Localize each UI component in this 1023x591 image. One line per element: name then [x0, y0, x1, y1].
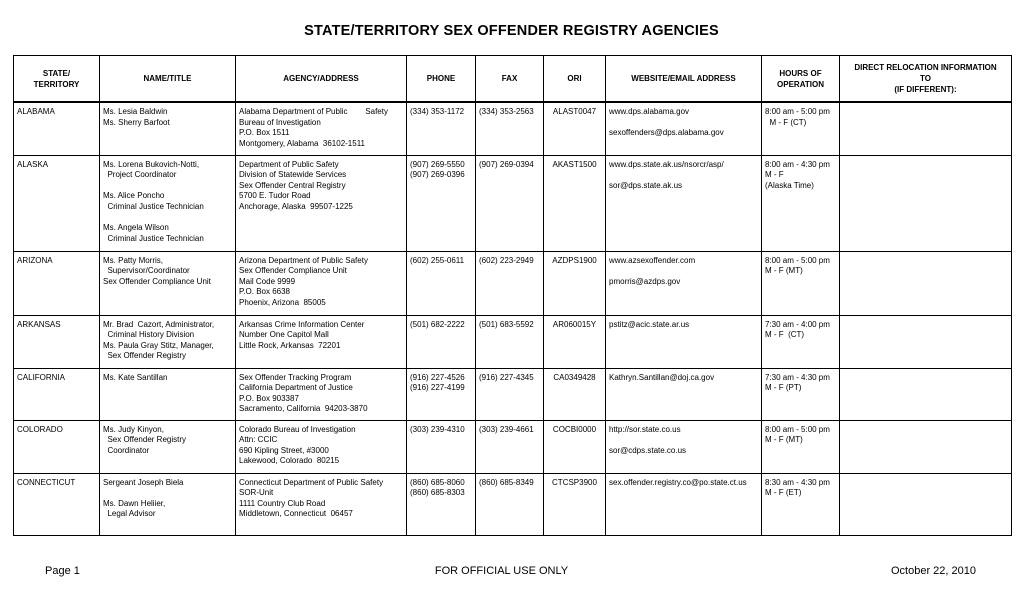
phone-cell — [407, 102, 476, 155]
table-row — [14, 251, 1012, 315]
cell-line: Project Coordinator — [103, 170, 177, 180]
cell-line: Sex Offender Registry — [103, 351, 186, 361]
cell-line: Sex Offender Tracking Program — [239, 372, 352, 382]
phone-cell — [407, 420, 476, 473]
website-email-cell — [606, 473, 762, 535]
cell-line: Sergeant Joseph Biela — [103, 477, 184, 487]
cell-line: 690 Kipling Street, #3000 — [239, 445, 329, 455]
table-row — [14, 102, 1012, 155]
registry-rows — [14, 102, 1012, 535]
cell-line: Sacramento, California 94203-3870 — [239, 404, 368, 414]
fax-cell — [476, 315, 544, 368]
ori-cell: ALAST0047 — [544, 102, 606, 155]
cell-line: Mail Code 9999 — [239, 276, 296, 286]
hours-cell — [762, 473, 840, 535]
cell-line: 5700 E. Tudor Road — [239, 191, 311, 201]
header-state — [14, 56, 100, 103]
website-email-cell — [606, 155, 762, 251]
ori-cell: AZDPS1900 — [544, 251, 606, 315]
header-row — [14, 56, 1012, 103]
cell-line: pmorris@azdps.gov — [609, 276, 681, 286]
cell-line: California Department of Justice — [239, 383, 353, 393]
cell-line: M - F (MT) — [765, 435, 803, 445]
cell-line: P.O. Box 1511 — [239, 128, 290, 138]
website-email-cell — [606, 102, 762, 155]
ori-cell: COCBI0000 — [544, 420, 606, 473]
cell-line: Sex Offender Compliance Unit — [103, 276, 211, 286]
direct-relocation-cell — [840, 102, 1012, 155]
state-cell: COLORADO — [14, 420, 100, 473]
website-email-cell — [606, 420, 762, 473]
cell-line: 8:00 am - 5:00 pm — [765, 255, 830, 265]
cell-line: Arkansas Crime Information Center — [239, 319, 365, 329]
cell-line: Arizona Department of Public Safety — [239, 255, 368, 265]
cell-line: Attn: CCIC — [239, 435, 278, 445]
cell-line: M - F (ET) — [765, 488, 802, 498]
phone-cell — [407, 251, 476, 315]
cell-line: (916) 227-4526 — [410, 372, 465, 382]
cell-line: Criminal History Division — [103, 330, 195, 340]
cell-line: Alabama Department of Public Safety — [239, 107, 388, 116]
fax-cell — [476, 155, 544, 251]
cell-line: Ms. Alice Poncho — [103, 191, 165, 201]
cell-line: M - F (CT) — [765, 330, 805, 340]
cell-line: (602) 255-0611 — [410, 255, 465, 265]
cell-line: sor@dps.state.ak.us — [609, 180, 683, 190]
state-cell: ARKANSAS — [14, 315, 100, 368]
cell-line: P.O. Box 6638 — [239, 287, 290, 297]
cell-line: (907) 269-0396 — [410, 170, 465, 180]
cell-line: (907) 269-0394 — [479, 159, 534, 169]
agency-address-cell — [236, 251, 407, 315]
cell-line: 8:30 am - 4:30 pm — [765, 477, 830, 487]
header-line: TERRITORY — [33, 79, 80, 89]
agency-address-cell — [236, 420, 407, 473]
state-cell: ALABAMA — [14, 102, 100, 155]
cell-line: SOR-Unit — [239, 488, 274, 498]
cell-line: Number One Capitol Mall — [239, 330, 329, 340]
phone-cell — [407, 368, 476, 420]
cell-line: Ms. Lorena Bukovich-Notti, — [103, 159, 200, 169]
table-row — [14, 368, 1012, 420]
cell-line: Sex Offender Registry — [103, 435, 186, 445]
hours-cell — [762, 251, 840, 315]
cell-line: Coordinator — [103, 445, 150, 455]
cell-line: (916) 227-4199 — [410, 383, 465, 393]
cell-line: (907) 269-5550 — [410, 159, 465, 169]
header-line: (IF DIFFERENT): — [894, 85, 957, 94]
cell-line: 1111 Country Club Road — [239, 498, 326, 508]
cell-line: Criminal Justice Technician — [103, 201, 204, 211]
name-title-cell — [100, 155, 236, 251]
cell-line: (501) 682-2222 — [410, 319, 465, 329]
document-title: STATE/TERRITORY SEX OFFENDER REGISTRY AGENCIES — [304, 23, 719, 39]
cell-line: Ms. Angela Wilson — [103, 223, 169, 233]
cell-line: Bureau of Investigation — [239, 117, 321, 127]
fax-cell — [476, 102, 544, 155]
name-title-cell — [100, 368, 236, 420]
state-cell: CONNECTICUT — [14, 473, 100, 535]
cell-line: sor@cdps.state.co.us — [609, 445, 687, 455]
table-row — [14, 473, 1012, 535]
ori-cell: CA0349428 — [544, 368, 606, 420]
cell-line — [609, 170, 758, 181]
fax-cell — [476, 368, 544, 420]
cell-line: (602) 223-2949 — [479, 255, 534, 265]
header-line: DIRECT RELOCATION INFORMATION — [854, 63, 997, 72]
hours-cell — [762, 102, 840, 155]
cell-line: Supervisor/Coordinator — [103, 266, 190, 276]
cell-line: 7:30 am - 4:30 pm — [765, 372, 830, 382]
cell-line: (303) 239-4661 — [479, 424, 534, 434]
website-email-cell — [606, 315, 762, 368]
cell-line: Colorado Bureau of Investigation — [239, 424, 356, 434]
fax-cell — [476, 473, 544, 535]
table-row — [14, 420, 1012, 473]
cell-line: Criminal Justice Technician — [103, 233, 204, 243]
cell-line: 8:00 am - 4:30 pm — [765, 159, 830, 169]
header-fax: FAX — [476, 56, 544, 103]
cell-line: Ms. Sherry Barfoot — [103, 117, 170, 127]
agency-address-cell — [236, 473, 407, 535]
cell-line: M - F (CT) — [765, 117, 807, 127]
cell-line — [609, 435, 758, 446]
header-hours — [762, 56, 840, 103]
cell-line — [103, 181, 232, 192]
cell-line: (860) 685-8060 — [410, 477, 465, 487]
agency-address-cell — [236, 315, 407, 368]
header-line: TO — [920, 74, 931, 83]
fax-cell — [476, 420, 544, 473]
document-date: October 22, 2010 — [891, 565, 977, 577]
phone-cell — [407, 315, 476, 368]
ori-cell: AR060015Y — [544, 315, 606, 368]
cell-line — [609, 118, 758, 129]
cell-line — [609, 266, 758, 277]
direct-relocation-cell — [840, 473, 1012, 535]
direct-relocation-cell — [840, 251, 1012, 315]
cell-line: sexoffenders@dps.alabama.gov — [609, 128, 724, 138]
registry-table — [13, 55, 1012, 536]
cell-line: http://sor.state.co.us — [609, 424, 681, 434]
ori-cell: CTCSP3900 — [544, 473, 606, 535]
cell-line: Mr. Brad Cazort, Administrator, — [103, 319, 215, 329]
cell-line: M - F — [765, 170, 784, 180]
cell-line: Ms. Lesia Baldwin — [103, 107, 168, 116]
state-cell: CALIFORNIA — [14, 368, 100, 420]
cell-line: M - F (MT) — [765, 266, 803, 276]
cell-line: (334) 353-2563 — [479, 107, 534, 116]
cell-line: Ms. Kate Santillan — [103, 372, 168, 382]
cell-line: (334) 353-1172 — [410, 107, 465, 116]
ori-cell: AKAST1500 — [544, 155, 606, 251]
website-email-cell — [606, 368, 762, 420]
website-email-cell — [606, 251, 762, 315]
cell-line: 8:00 am - 5:00 pm — [765, 107, 830, 116]
cell-line: Phoenix, Arizona 85005 — [239, 297, 326, 307]
header-line: HOURS OF — [779, 68, 822, 78]
cell-line: Ms. Judy Kinyon, — [103, 424, 164, 434]
cell-line: Department of Public Safety — [239, 159, 339, 169]
cell-line: Connecticut Department of Public Safety — [239, 477, 384, 487]
phone-cell — [407, 473, 476, 535]
cell-line: (860) 685-8349 — [479, 477, 534, 487]
state-cell: ARIZONA — [14, 251, 100, 315]
cell-line: Lakewood, Colorado 80215 — [239, 456, 340, 466]
name-title-cell — [100, 102, 236, 155]
name-title-cell — [100, 315, 236, 368]
cell-line: Division of Statewide Services — [239, 170, 347, 180]
cell-line: Ms. Patty Morris, — [103, 255, 164, 265]
cell-line: 8:00 am - 5:00 pm — [765, 424, 830, 434]
hours-cell — [762, 155, 840, 251]
cell-line: 7:30 am - 4:00 pm — [765, 319, 830, 329]
header-direct-relocation — [840, 56, 1012, 103]
cell-line: pstitz@acic.state.ar.us — [609, 319, 690, 329]
direct-relocation-cell — [840, 155, 1012, 251]
page-number: Page 1 — [45, 565, 80, 577]
direct-relocation-cell — [840, 315, 1012, 368]
cell-line: Sex Offender Compliance Unit — [239, 266, 347, 276]
header-agency: AGENCY/ADDRESS — [236, 56, 407, 103]
classification-label: FOR OFFICIAL USE ONLY — [434, 565, 569, 577]
cell-line: Sex Offender Central Registry — [239, 180, 346, 190]
header-website: WEBSITE/EMAIL ADDRESS — [606, 56, 762, 103]
fax-cell — [476, 251, 544, 315]
cell-line: Legal Advisor — [103, 509, 156, 519]
direct-relocation-cell — [840, 368, 1012, 420]
cell-line: www.azsexoffender.com — [609, 255, 696, 265]
cell-line — [103, 212, 232, 223]
table-row — [14, 315, 1012, 368]
cell-line — [103, 488, 232, 499]
cell-line: Ms. Dawn Heliier, — [103, 498, 166, 508]
header-phone: PHONE — [407, 56, 476, 103]
cell-line: Ms. Paula Gray Stitz, Manager, — [103, 340, 214, 350]
phone-cell — [407, 155, 476, 251]
agency-address-cell — [236, 368, 407, 420]
cell-line: (Alaska Time) — [765, 180, 814, 190]
state-cell: ALASKA — [14, 155, 100, 251]
agency-address-cell — [236, 155, 407, 251]
header-line: OPERATION — [777, 79, 824, 89]
header-name: NAME/TITLE — [100, 56, 236, 103]
cell-line: Anchorage, Alaska 99507-1225 — [239, 201, 353, 211]
header-line: STATE/ — [42, 68, 71, 78]
cell-line: Kathryn.Santillan@doj.ca.gov — [609, 372, 715, 382]
hours-cell — [762, 315, 840, 368]
name-title-cell — [100, 251, 236, 315]
name-title-cell — [100, 420, 236, 473]
cell-line: (916) 227-4345 — [479, 372, 534, 382]
table-row — [14, 155, 1012, 251]
cell-line: Middletown, Connecticut 06457 — [239, 509, 353, 519]
cell-line: (860) 685-8303 — [410, 488, 465, 498]
cell-line: M - F (PT) — [765, 383, 802, 393]
agency-address-cell — [236, 102, 407, 155]
cell-line: Little Rock, Arkansas 72201 — [239, 340, 341, 350]
cell-line: www.dps.state.ak.us/nsorcr/asp/ — [609, 159, 724, 169]
name-title-cell — [100, 473, 236, 535]
hours-cell — [762, 368, 840, 420]
cell-line: Montgomery, Alabama 36102-1511 — [239, 138, 366, 148]
cell-line: sex.offender.registry.co@po.state.ct.us — [609, 477, 747, 487]
cell-line: www.dps.alabama.gov — [609, 107, 690, 116]
direct-relocation-cell — [840, 420, 1012, 473]
cell-line: (303) 239-4310 — [410, 424, 465, 434]
hours-cell — [762, 420, 840, 473]
cell-line: (501) 683-5592 — [479, 319, 534, 329]
cell-line: P.O. Box 903387 — [239, 393, 299, 403]
header-ori: ORI — [544, 56, 606, 103]
